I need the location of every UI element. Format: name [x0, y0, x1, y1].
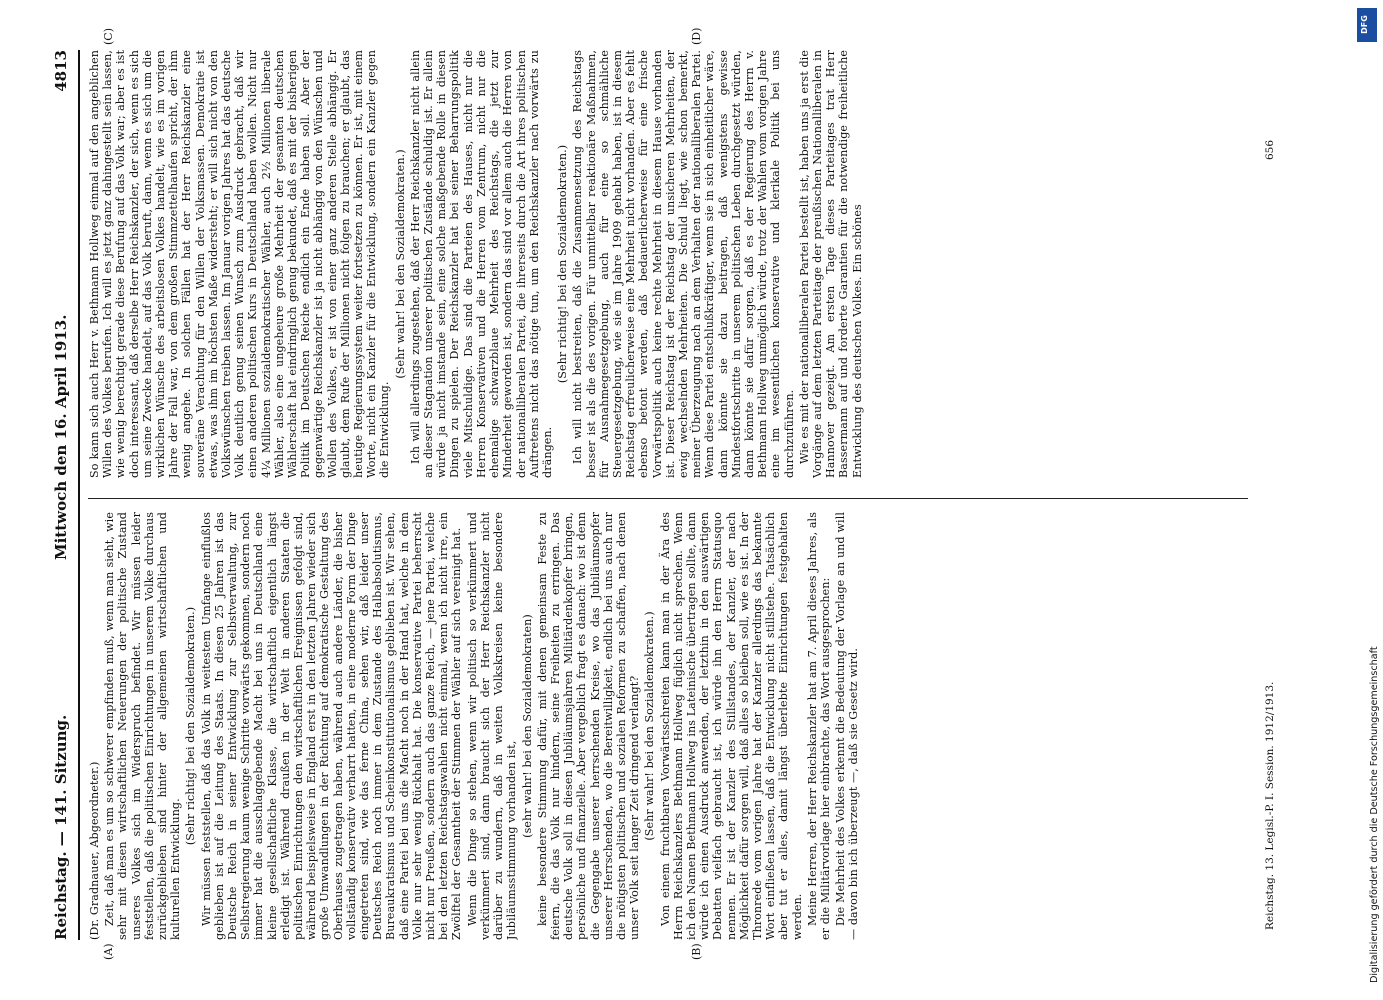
- page-marker: 656: [1264, 139, 1276, 160]
- interjection: (sehr wahr! bei den Sozialdemokraten): [520, 614, 534, 838]
- text-column-left: [88, 512, 1258, 940]
- speaker-line: (Dr. Gradnauer, Abgeordneter.): [88, 761, 101, 940]
- header-page-number: 4813: [52, 50, 70, 92]
- paragraph: Meine Herren, der Herr Reichskanzler hat am 7. April dieses Jahres, als er die Militärvorlage hier einbrachte, das Wort ausgesprochen:: [805, 512, 832, 940]
- margin-label-a: (A): [102, 943, 115, 960]
- interjection: (Sehr richtig! bei den Sozialdemokraten.): [556, 144, 570, 384]
- dfg-logo-text: DFG: [1359, 15, 1369, 34]
- paragraph: Ich will nicht bestreiten, daß die Zusammensetzung des Reichstags besser ist als die des vorigen. Für unmittelbar reaktionäre Maßnahmen, für Ausnahmegesetzgebung, auch für eine so schmähliche Steuergesetzgebung, wie sie im Jahre 1909 gehabt haben, ist in diesem Reichstag erfreulicherweise eine Mehrheit nicht vorhanden. Aber es fehlt ebenso betont werden, daß bedauerlicherweise für eine frische Vorwärtspolitik auch keine rechte Mehrheit in diesem Hause vorhanden ist. Dieser Reichstag ist der Reichstag der unsicheren Mehrheiten, der ewig wechselnden Mehrheiten. Die Schuld liegt, wie schon bemerkt, meiner Überzeugung nach an dem Verhalten der nationalliberalen Partei. Wenn diese Partei entschlußkräftiger, wenn sie in sich einheitlicher wäre, dann könnte sie dazu beitragen, daß wenigstens gewisse Mindestfortschritte in unserem politischen Leben durchgesetzt würden, dann könnte sie dafür sorgen, daß es der Regierung des Herrn v. Bethmann Hollweg unmöglich würde, trotz der Wahlen vom vorigen Jahre eine im wesentlichen konservative und klerikale Politik bei uns durchzuführen.: [571, 50, 796, 478]
- header-date: Mittwoch den 16. April 1913.: [52, 314, 70, 560]
- header-session: Reichstag. — 141. Sitzung.: [52, 714, 70, 940]
- page-footer: Reichstag. 13. Legisl.-P. I. Session. 1912/1913.: [1264, 681, 1276, 930]
- interjection: (Sehr wahr! bei den Sozialdemokraten.): [393, 149, 407, 379]
- paragraph: Von einem fruchtbaren Vorwärtsschreiten kann man in der Ära des Herrn Reichskanzlers Bethmann Hollweg füglich nicht sprechen. Wenn ich den Namen Bethmann Hollweg ins Lateinische übertragen sollte, dann würde ich einen Ausdruck anwenden, der letzthin in den auswärtigen Debatten vielfach gebraucht ist, ich würde ihn den Herrn Statusquo nennen. Er ist der Kanzler des Stillstandes, der Kanzler, der nach Möglichkeit dafür sorgen will, daß alles so bleiben soll, wie es ist. In der Thronrede vom vorigen Jahre hat der Kanzler allerdings das bekannte Wort einfließen lassen, daß die Entwicklung nicht stillstehe. Tatsächlich aber tut er alles, damit längst überlebte Einrichtungen festgehalten werden.: [658, 512, 804, 940]
- header-rule: [78, 50, 80, 940]
- paragraph: keine besondere Stimmung dafür, mit denen gemeinsam Feste zu feiern, die das Volk nur hindern, seine Freiheiten zu erringen. Das deutsche Volk soll in diesen Jubiläumsjahren Militärdenkopfer bringen, persönliche und finanzielle. Aber vergeblich fragt es danach: wo ist denn die Gegengabe unserer herrschenden Kreise, wo das Jubiläumsopfer unserer Herrschenden, wo die Bereitwilligkeit, endlich bei uns auch nur die nötigsten politischen und sozialen Reformen zu schaffen, nach denen unser Volk seit langer Zeit dringend verlangt?: [535, 512, 642, 940]
- credit-text: Digitalisierung gefördert durch die Deutsche Forschungsgemeinschaft: [1369, 646, 1380, 983]
- interjection: (Sehr richtig! bei den Sozialdemokraten.): [184, 606, 198, 846]
- page-header: [50, 50, 78, 940]
- paragraph: Wie es mit der nationalliberalen Partei bestellt ist, haben uns ja erst die Vorgänge auf dem letzten Parteitage der preußischen Nationalliberalen in Hannover gezeigt. Am ersten Tage dieses Parteitages trat Herr Bassermann auf und forderte Garantien für die notwendige freiheitliche Entwicklung des deutschen Volkes. Ein schönes: [797, 50, 864, 478]
- quotation: Die Mehrheit des Volkes erkennt die Bedeutung der Vorlage an und will — davon bin ich überzeugt —, daß sie Gesetz wird.: [834, 512, 861, 940]
- paragraph: Wenn die Dinge so stehen, wenn wir politisch so verkümmert und verkümmert sind, dann braucht sich der Herr Reichskanzler nicht darüber zu wundern, daß in weiten Volkskreisen keine besondere Jubiläumsstimmung vorhanden ist,: [465, 512, 519, 940]
- paragraph: So kann sich auch Herr v. Bethmann Hollweg einmal auf den angeblichen Willen des Volkes berufen. Ich will es jetzt ganz dahingestellt sein lassen, wie wenig berechtigt gerade diese Berufung auf das Volk war; aber es ist doch interessant, daß derselbe Herr Reichskanzler, der sich, wenn es sich um seine Zwecke handelt, auf das Volk beruft, dann, wenn es sich um die wirklichen Wünsche des arbeitslosen Volkes handelt, wie es im vorigen Jahre der Fall war, von dem großen Stimmzettelhaufen spricht, der ihm wenig angehe. In solchen Fällen hat der Herr Reichskanzler eine souveräne Verachtung für den Willen der Volksmassen. Demokratie ist etwas, was ihm im höchsten Maße widersteht; er will sich nicht von den Volkswünschen treiben lassen. Im Januar vorigen Jahres hat das deutsche Volk deutlich genug seinen Wunsch zum Ausdruck gebracht, daß wir einen anderen politischen Kurs in Deutschland haben wollen. Nicht nur 4¼ Millionen sozialdemokratischer Wähler, auch 2½ Millionen liberale Wähler, also eine ungeheure große Mehrheit der gesamten deutschen Wählerschaft hat eindringlich genug bekundet, daß es mit der bisherigen Politik im Deutschen Reiche endlich ein Ende haben soll. Aber der gegenwärtige Reichskanzler ist ja nicht abhängig von den Wünschen und Wollen des Volkes, er ist von einer ganz anderen Stelle abhängig. Er glaubt, dem Rufe der Millionen nicht folgen zu brauchen; er glaubt, das heutige Regierungssystem weiter fortsetzen zu können. Er ist, mit einem Worte, nicht ein Kanzler für die Entwicklung, sondern ein Kanzler gegen die Entwicklung.: [88, 50, 392, 478]
- interjection: (Sehr wahr! bei den Sozialdemokraten.): [643, 611, 657, 841]
- margin-label-d: (D): [690, 27, 703, 45]
- text-column-right: [88, 50, 1258, 478]
- paragraph: Ich will allerdings zugestehen, daß der Herr Reichskanzler nicht allein an dieser Stagnation unserer politischen Zustände schuldig ist. Er allein würde ja nicht imstande sein, eine solche maßgebende Rolle in diesen Dingen zu spielen. Der Reichskanzler hat bei seiner Beharrungspolitik viele Mitschuldige. Das sind die Parteien des Hauses, nicht nur die Herren Konservativen und die Herren vom Zentrum, nicht nur die ehemalige schwarzblaue Mehrheit des Reichstags, die jetzt zur Minderheit geworden ist, sondern das sind vor allem auch die Herren von der nationalliberalen Partei, die ihrerseits durch die Art ihres politischen Auftretens nicht das nötige tun, um den Reichskanzler nach vorwärts zu drängen.: [408, 50, 554, 478]
- margin-label-b: (B): [690, 943, 703, 960]
- digitization-credit: [1355, 6, 1379, 994]
- paragraph: Zeit, daß man es um so schwerer empfinden muß, wenn man sieht, wie sehr mit diesen wirtschaftlichen Neuerungen der politische Zustand unseres Volkes sich im Widerspruch befindet. Wir müssen leider feststellen, daß die politischen Einrichtungen in unserem Volke durchaus zurückgeblieben sind hinter der allgemeinen wirtschaftlichen und kulturellen Entwicklung.: [103, 512, 183, 940]
- margin-label-c: (C): [102, 28, 115, 45]
- paragraph: Wir müssen feststellen, daß das Volk in weitestem Umfange einflußlos geblieben ist auf die Leitung des Staats. In diesen 25 Jahren ist das Deutsche Reich in seiner Entwicklung zur Selbstverwaltung, zur Selbstregierung kaum wenige Schritte vorwärts gekommen, sondern noch immer hat die ausschlaggebende Macht bei uns in Deutschland eine kleine gesellschaftliche Klasse, die wirtschaftlich eigentlich längst erledigt ist. Während draußen in der Welt in anderen Staaten die politischen Einrichtungen den wirtschaftlichen Ereignissen gefolgt sind, während beispielsweise in England erst in den letzten Jahren wieder sich große Umwandlungen in der Richtung auf demokratische Gestaltung des Oberhauses zugetragen haben, während auch andere Länder, die bisher vollständig konservativ verharrt hatten, in eine moderne Form der Dinge eingetreten sind, wie das ferne China, sehen wir, daß leider unser Deutsches Reich noch immer in dem Zustande des Halbabsolutismus, Bureaukratismus und Scheinkonstitutionalismus geblieben ist. Wir sehen, daß eine Partei bei uns die Macht noch in der Hand hat, welche in dem Volke nur sehr wenig Rückhalt hat. Die konservative Partei beherrscht nicht nur Preußen, sondern auch das ganze Reich, — jene Partei, welche bei den letzten Reichstagswahlen nicht einmal, wenn ich nicht irre, ein Zwölftel der Gesamtheit der Stimmen der Wähler auf sich vereinigt hat.: [199, 512, 464, 940]
- column-divider: [88, 498, 1248, 499]
- dfg-logo: [1357, 8, 1377, 42]
